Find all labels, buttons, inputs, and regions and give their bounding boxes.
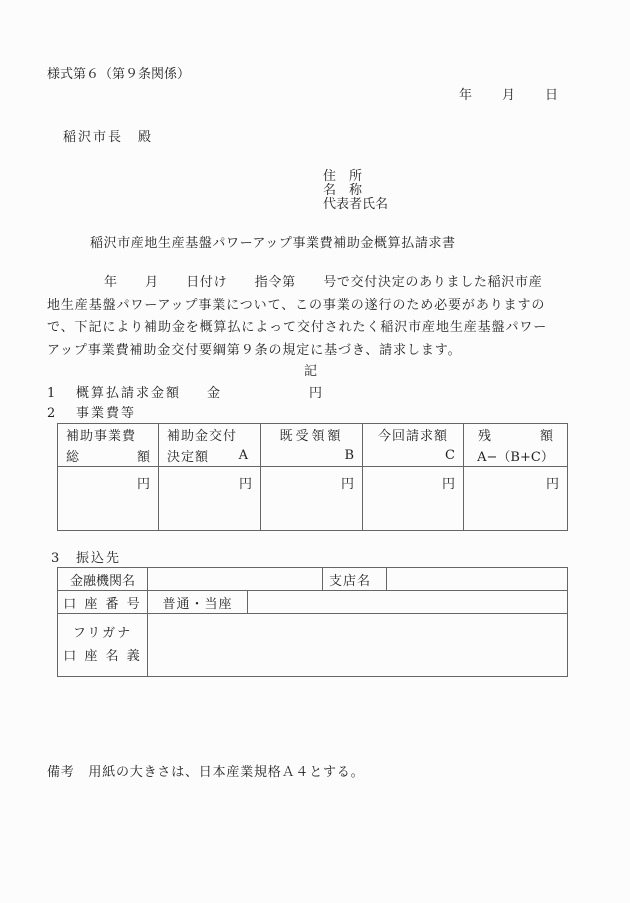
bank-row (58, 568, 568, 591)
applicant-representative: 代表者氏名 (323, 197, 389, 212)
yen-unit: 円 (136, 477, 150, 492)
applicant-address: 住 所 (323, 169, 363, 184)
item-1-number: 1 (47, 386, 56, 401)
yen-unit: 円 (340, 477, 354, 492)
account-holder-label (58, 614, 148, 677)
body-line: 地生産基盤パワーアップ事業について、この事業の遂行のため必要がありますの (47, 298, 546, 313)
header-balance (464, 424, 568, 467)
header-label: 決定額 (167, 450, 210, 465)
expense-value-row (58, 467, 568, 531)
account-number-label: 口 座 番 号 (58, 591, 148, 614)
bank-name-label: 金融機関名 (58, 568, 148, 591)
yen-unit: 円 (545, 477, 559, 492)
received-amount-b-field[interactable] (261, 467, 363, 531)
header-label: A−（B+C） (477, 450, 554, 465)
header-label: 既受領額 (279, 429, 344, 444)
applicant-name: 名 称 (323, 183, 363, 198)
decision-amount-a-field[interactable] (159, 467, 261, 531)
header-label: A (238, 448, 248, 463)
date-year: 年 (459, 88, 473, 103)
header-label: 補助金交付 (167, 429, 238, 444)
body-line: アップ事業費補助金交付要綱第９条の規定に基づき、請求します。 (47, 343, 462, 358)
account-holder-field[interactable] (148, 614, 568, 677)
remarks: 備考 用紙の大きさは、日本産業規格Ａ４とする。 (47, 765, 365, 780)
document-title: 稲沢市産地生産基盤パワーアップ事業費補助金概算払請求書 (90, 236, 456, 251)
form-id: 様式第６（第９条関係） (47, 67, 191, 82)
item-1-label: 概算払請求金額 (76, 386, 182, 401)
header-label: 補助事業費 (66, 429, 137, 444)
body-line: 年 月 日付け 指令第 号で交付決定のありました稲沢市産 (104, 275, 543, 290)
item-1-kin: 金 (207, 386, 221, 401)
header-total-project-cost (58, 424, 159, 467)
header-decision-amount-a (159, 424, 261, 467)
branch-field[interactable] (387, 568, 568, 591)
balance-field[interactable] (464, 467, 568, 531)
item-2-label: 事業費等 (76, 406, 137, 421)
item-2-number: 2 (47, 406, 56, 421)
body-line: で、下記により補助金を概算払によって交付されたく稲沢市産地生産基盤パワー (47, 320, 548, 335)
account-holder-row (58, 614, 568, 677)
date-day: 日 (545, 88, 559, 103)
header-current-request-c (363, 424, 464, 467)
furigana-label: フリガナ (72, 626, 133, 641)
account-number-row (58, 591, 568, 614)
account-type-option[interactable]: 普通・当座 (148, 591, 248, 614)
total-project-cost-field[interactable] (58, 467, 159, 531)
current-request-c-field[interactable] (363, 467, 464, 531)
header-label: 額 (136, 450, 150, 465)
account-holder-name-label: 口 座 名 義 (63, 649, 142, 664)
header-label: 残 (478, 429, 492, 444)
header-label: 総 (66, 450, 80, 465)
header-label: 今回請求額 (377, 429, 448, 444)
header-label: B (344, 448, 354, 463)
header-label: C (445, 448, 455, 463)
item-1-yen: 円 (309, 386, 323, 401)
header-received-amount-b (261, 424, 363, 467)
expense-header-row (58, 424, 568, 467)
ki-heading: 記 (304, 364, 318, 379)
yen-unit: 円 (441, 477, 455, 492)
expense-table (57, 423, 568, 531)
header-label: 額 (539, 429, 553, 444)
branch-label: 支店名 (323, 568, 387, 591)
item-3-label: 振込先 (76, 551, 122, 566)
bank-table (57, 567, 568, 677)
yen-unit: 円 (238, 477, 252, 492)
bank-name-field[interactable] (148, 568, 323, 591)
account-number-field[interactable] (248, 591, 568, 614)
addressee: 稲沢市長 殿 (63, 130, 154, 145)
date-month: 月 (502, 88, 516, 103)
item-3-number: 3 (51, 551, 60, 566)
